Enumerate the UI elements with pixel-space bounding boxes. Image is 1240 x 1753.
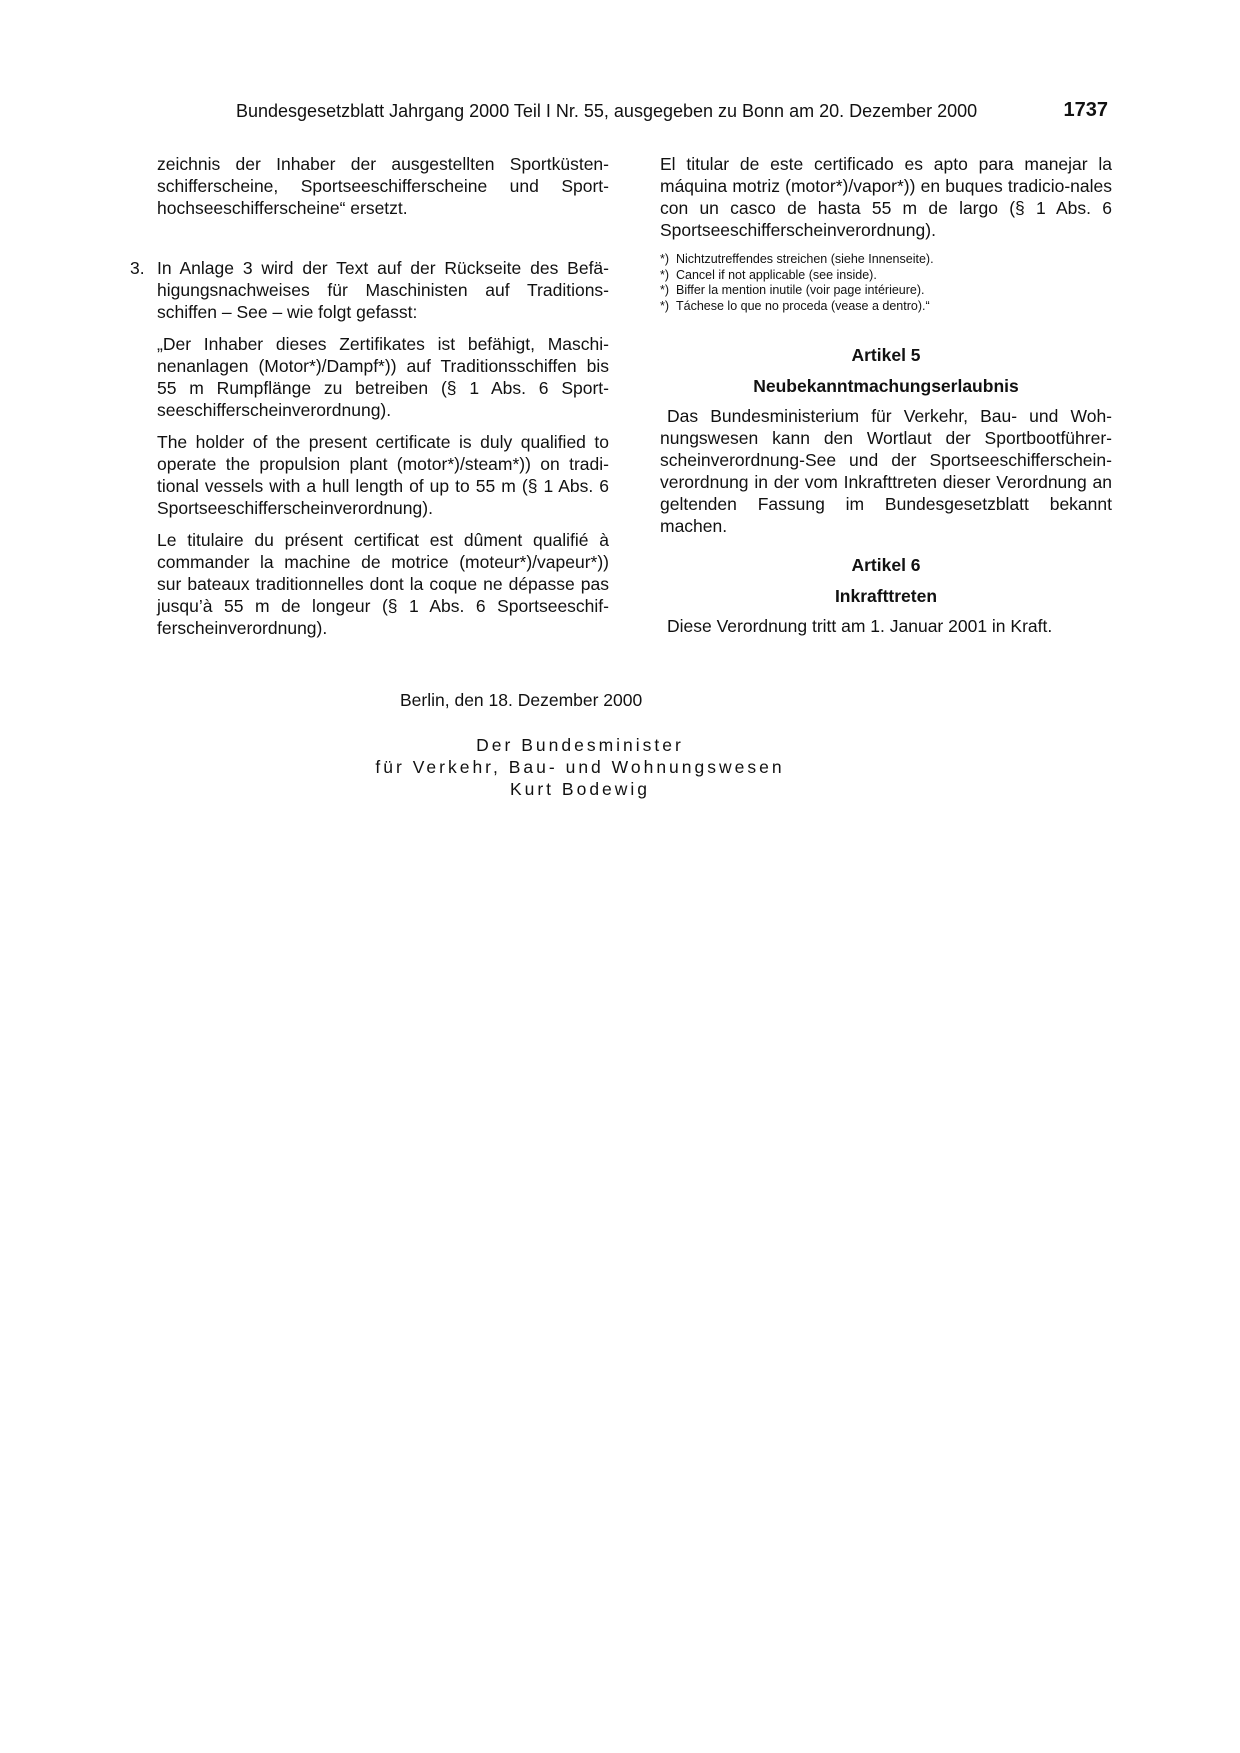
signatory-name: Kurt Bodewig — [509, 779, 651, 799]
right-column — [660, 153, 1112, 637]
continuation-paragraph: zeichnis der Inhaber der ausgestellten Sportküsten-schifferscheine, Sportseeschifferscheine und Sport-hochseeschifferscheine“ ersetzt. — [157, 154, 609, 218]
footnote: *) Cancel if not applicable (see inside). — [660, 267, 877, 282]
running-title: Bundesgesetzblatt Jahrgang 2000 Teil I Nr. 55, ausgegeben zu Bonn am 20. Dezember 2000 — [236, 101, 978, 121]
german-text: „Der Inhaber dieses Zertifikates ist befähigt, Maschi-nenanlagen (Motor*)/Dampf*)) auf Traditionsschiffen bis 55 m Rumpflänge zu betreiben (§ 1 Abs. 6 Sport-seeschifferscheinverordnung). — [157, 334, 609, 420]
article-5-number: Artikel 5 — [851, 345, 921, 365]
english-text: The holder of the present certificate is duly qualified to operate the propulsion plant (motor*)/steam*)) on tradi-tional vessels with a hull length of up to 55 m (§ 1 Abs. 6 Sportseeschifferscheinverordnung). — [157, 432, 609, 518]
article-6-title: Inkrafttreten — [834, 586, 938, 606]
page-number: 1737 — [1063, 99, 1108, 121]
list-item-number: 3. — [130, 258, 145, 278]
signature-line-2: für Verkehr, Bau- und Wohnungswesen — [375, 757, 785, 777]
item-intro: In Anlage 3 wird der Text auf der Rückseite des Befä-higungsnachweises für Maschinisten auf Traditions-schiffen – See – wie folgt gefasst: — [157, 258, 609, 322]
article-5-title: Neubekanntmachungserlaubnis — [753, 376, 1019, 396]
article-6-number: Artikel 6 — [851, 555, 921, 575]
running-header — [236, 99, 1108, 125]
footnote: *) Nichtzutreffendes streichen (siehe Innenseite). — [660, 252, 934, 266]
left-column — [130, 153, 609, 639]
article-6-text: Diese Verordnung tritt am 1. Januar 2001 in Kraft. — [667, 616, 1053, 636]
signature-block — [320, 734, 840, 800]
footnote: *) Biffer la mention inutile (voir page intérieure). — [660, 283, 925, 297]
place-date: Berlin, den 18. Dezember 2000 — [400, 690, 643, 710]
french-text: Le titulaire du présent certificat est dûment qualifié à commander la machine de motrice (moteur*)/vapeur*)) sur bateaux traditionnelles dont la coque ne dépasse pas jusqu’à 55 m de longeur (§ 1 Abs. 6 Sportseeschif-ferscheinverordnung). — [157, 530, 609, 638]
spanish-text: El titular de este certificado es apto para manejar la máquina motriz (motor*)/vapor*)) en buques tradicio-nales con un casco de hasta 55 m de largo (§ 1 Abs. 6 Sportseeschifferscheinverordnung). — [660, 154, 1112, 240]
article-5-text: Das Bundesministerium für Verkehr, Bau- und Woh-nungswesen kann den Wortlaut der Sportbootführer-scheinverordnung-See und der Sportseeschifferschein-verordnung in der vom Inkrafttreten dieser Verordnung an geltenden Fassung im Bundesgesetzblatt bekannt machen. — [660, 406, 1112, 536]
signature-line-1: Der Bundesminister — [476, 735, 684, 755]
list-item-3 — [130, 257, 609, 639]
footnotes — [660, 252, 1112, 314]
footnote: *) Táchese lo que no proceda (vease a dentro).“ — [660, 298, 930, 313]
